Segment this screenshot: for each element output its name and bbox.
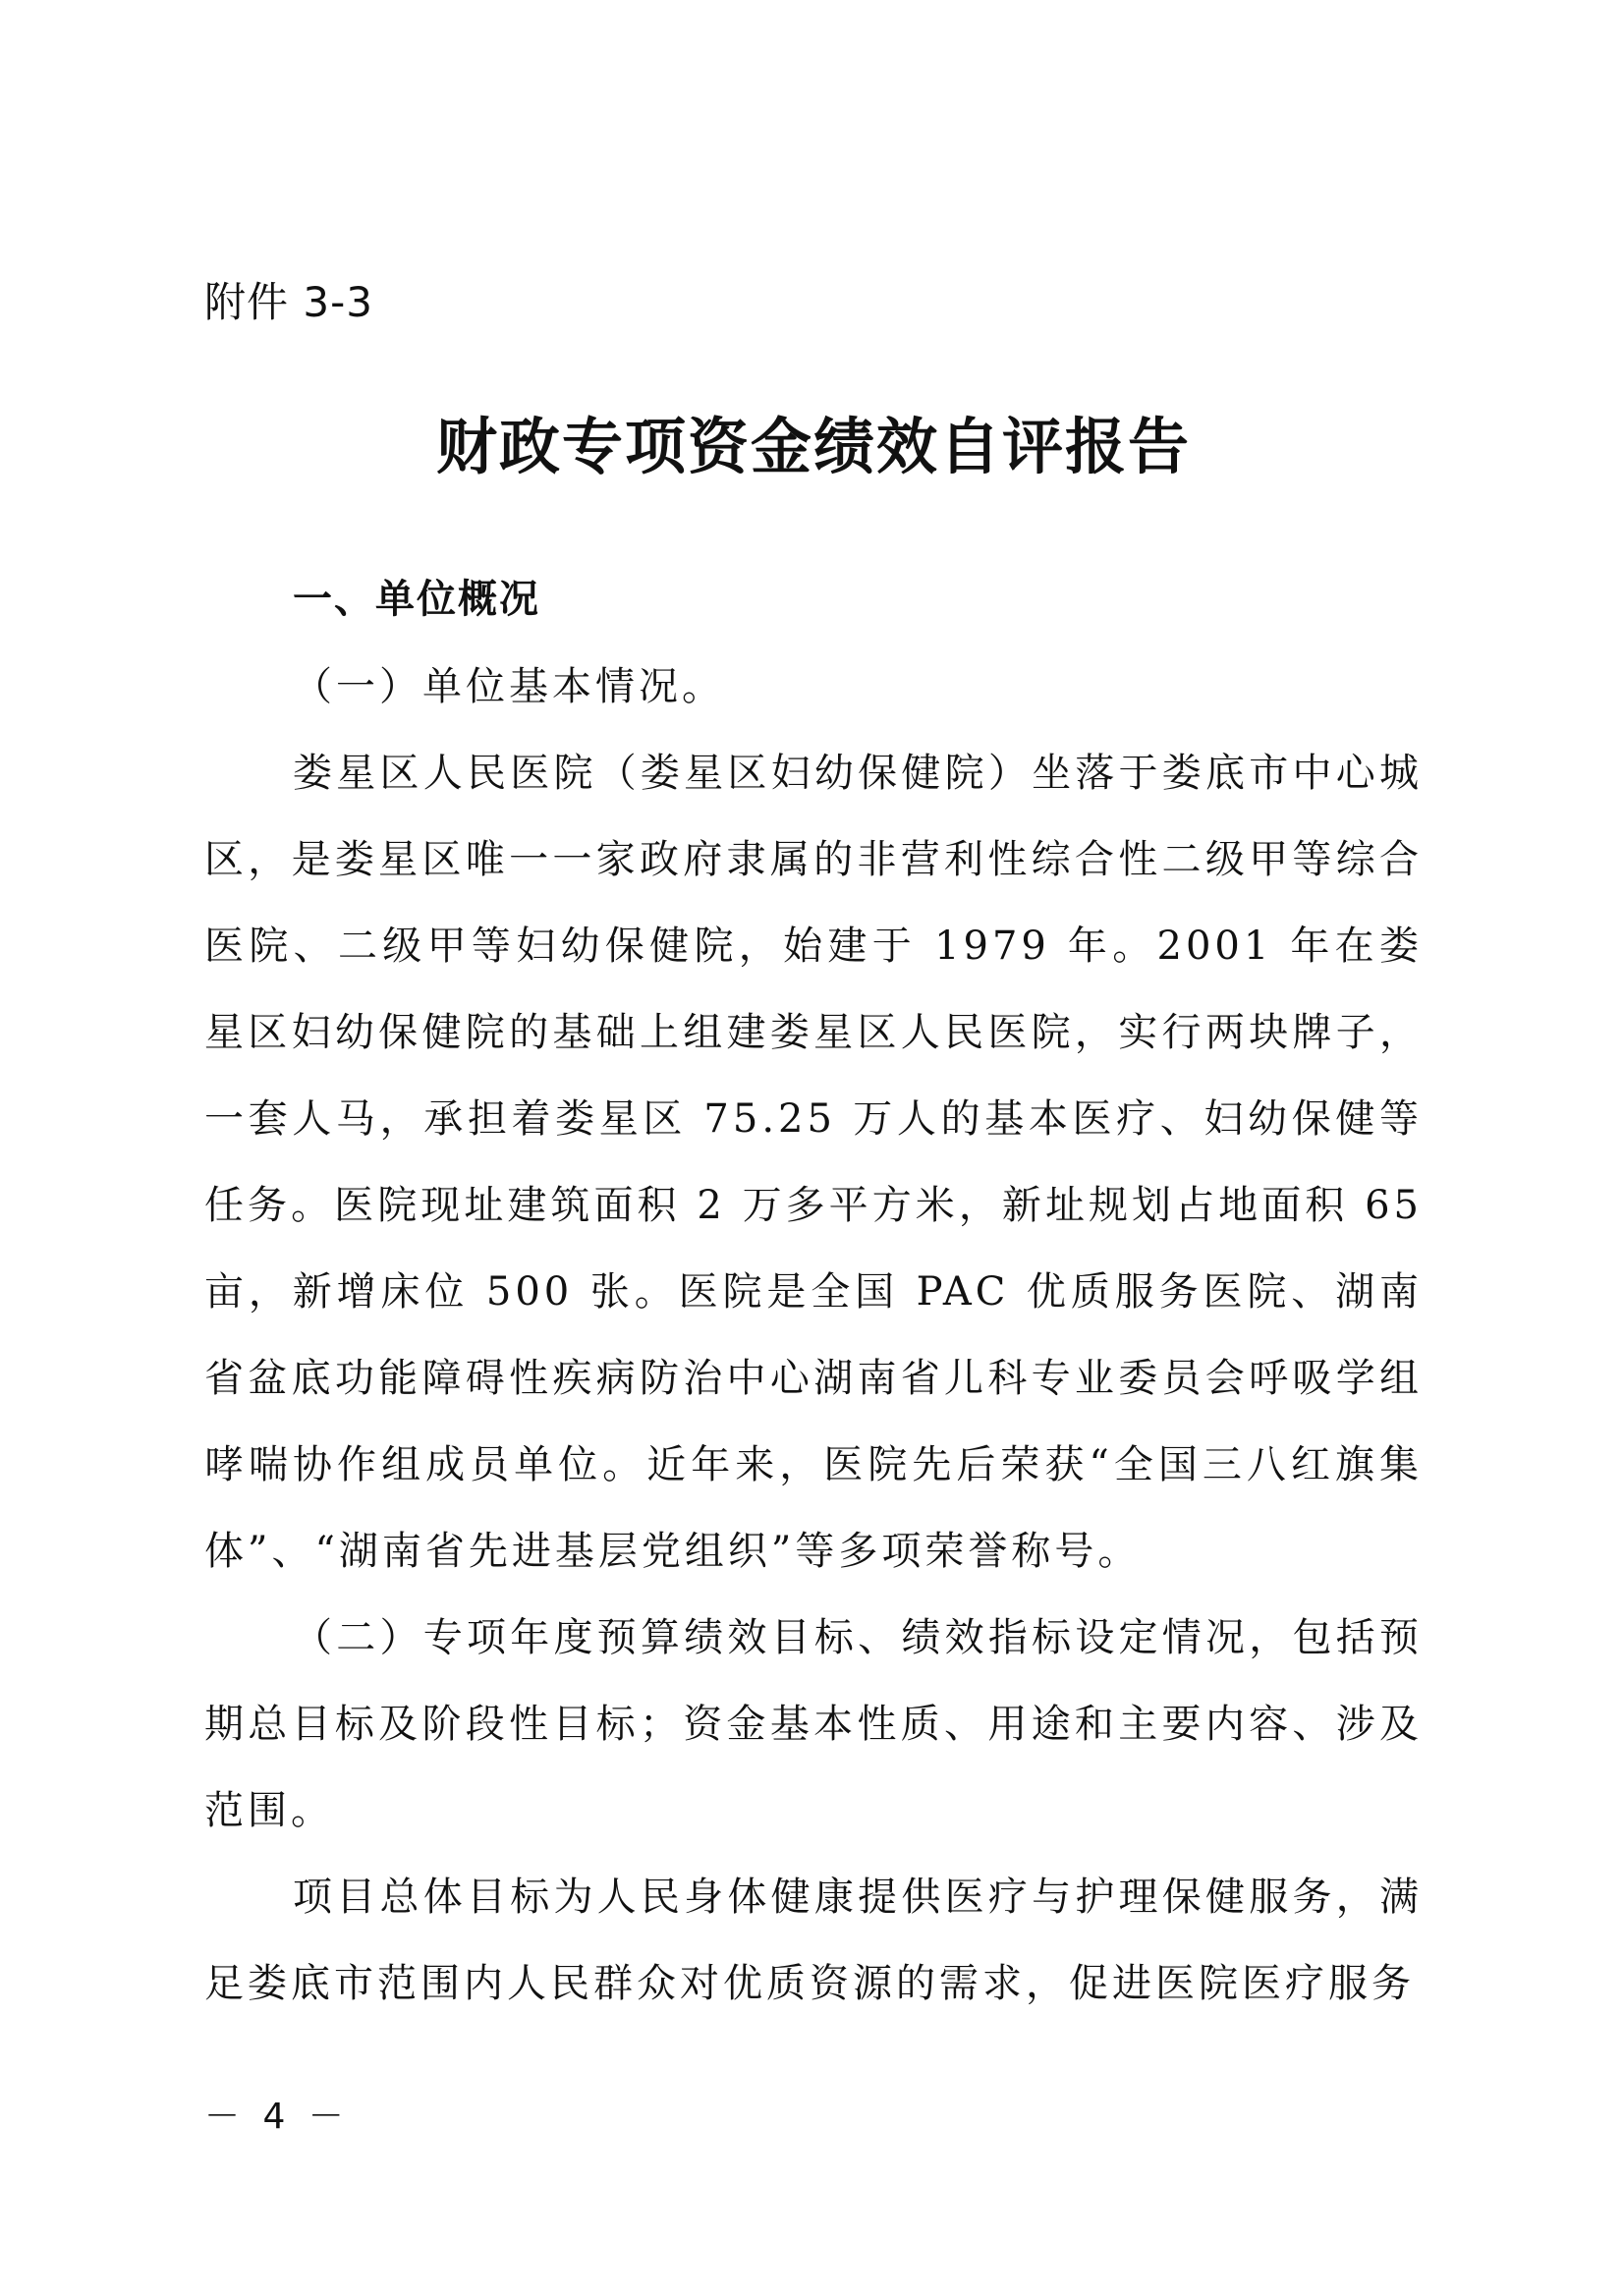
document-body xyxy=(204,644,1423,2027)
subsection-heading-2: （二）专项年度预算绩效目标、绩效指标设定情况，包括预期总目标及阶段性目标；资金基本性质、用途和主要内容、涉及范围。 xyxy=(204,1615,1423,1833)
attachment-label: 附件 3-3 xyxy=(204,278,373,326)
paragraph-project-goal: 项目总体目标为人民身体健康提供医疗与护理保健服务，满足娄底市范围内人民群众对优质资源的需求，促进医院医疗服务 xyxy=(204,1875,1423,2006)
section-heading: 一、单位概况 xyxy=(293,577,540,622)
subsection-heading-1: （一）单位基本情况。 xyxy=(293,664,725,709)
document-title: 财政专项资金绩效自评报告 xyxy=(435,411,1191,482)
paragraph-unit-overview: 娄星区人民医院（娄星区妇幼保健院）坐落于娄底市中心城区，是娄星区唯一一家政府隶属的非营利性综合性二级甲等综合医院、二级甲等妇幼保健院，始建于 1979 年。2001 年在娄星区妇幼保健院的基础上组建娄星区人民医院，实行两块牌子，一套人马，承担着娄星区 75.25 万人的基本医疗、妇幼保健等任务。医院现址建筑面积 2 万多平方米，新址规划占地面积 65 亩，新增床位 500 张。医院是全国 PAC 优质服务医院、湖南省盆底功能障碍性疾病防治中心湖南省儿科专业委员会呼吸学组哮喘协作组成员单位。近年来，医院先后荣获“全国三八红旗集体”、“湖南省先进基层党组织”等多项荣誉称号。 xyxy=(204,751,1423,1574)
page-number: － 4 － xyxy=(204,2097,350,2137)
